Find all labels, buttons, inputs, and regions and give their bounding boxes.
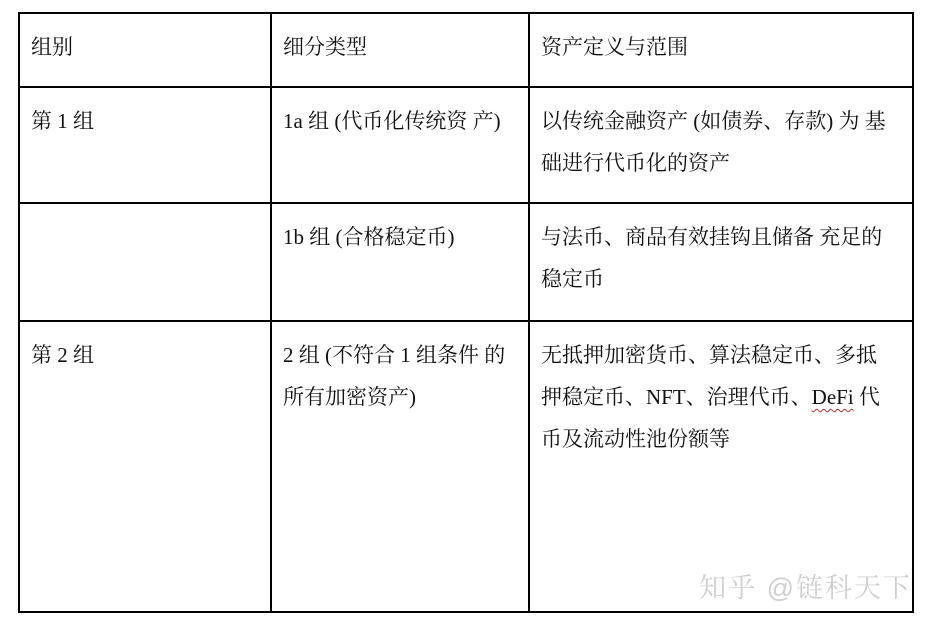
- header-subtype: 细分类型: [271, 13, 529, 87]
- table-header-row: [19, 13, 913, 87]
- defi-term-spellcheck: DeFi: [811, 385, 854, 409]
- cell-group-empty: [19, 203, 271, 321]
- cell-group-2: 第 2 组: [19, 321, 271, 612]
- crypto-asset-classification-table: [18, 12, 914, 613]
- header-group: 组别: [19, 13, 271, 87]
- cell-type-1a: 1a 组 (代币化传统资 产): [271, 87, 529, 203]
- cell-definition-1b: 与法币、商品有效挂钩且储备 充足的 稳定币: [529, 203, 913, 321]
- definition-2-text-after: 代 币及流动性池份额等: [541, 385, 880, 451]
- cell-type-1b: 1b 组 (合格稳定币): [271, 203, 529, 321]
- header-definition: 资产定义与范围: [529, 13, 913, 87]
- watermark-text: 知乎 @链科天下: [699, 573, 912, 603]
- zhihu-watermark: [699, 566, 912, 605]
- table-row-group1b: [19, 203, 913, 321]
- definition-2-text-before: 无抵押加密货币、算法稳定币、多抵 押稳定币、NFT、治理代币、: [541, 343, 877, 409]
- table-row-group1a: [19, 87, 913, 203]
- cell-definition-1a: 以传统金融资产 (如债券、存款) 为 基础进行代币化的资产: [529, 87, 913, 203]
- cell-type-2: 2 组 (不符合 1 组条件 的所有加密资产): [271, 321, 529, 612]
- cell-group-1: 第 1 组: [19, 87, 271, 203]
